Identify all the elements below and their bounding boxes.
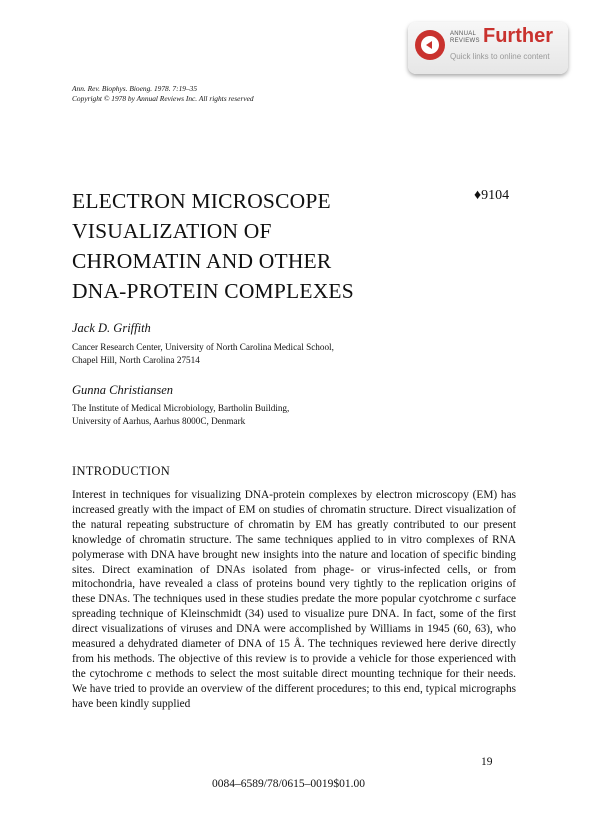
author-name: Jack D. Griffith [72,321,151,335]
banner-subtitle: Quick links to online content [450,52,550,61]
play-arrow-icon [415,30,445,60]
article-code: ♦9104 [474,188,510,203]
annual-reviews-label [450,31,480,45]
title-line: ELECTRON MICROSCOPE [72,189,331,213]
article-title [72,186,472,306]
citation-line-2: Copyright © 1978 by Annual Reviews Inc. All rights reserved [72,94,254,103]
article-doi: 0084–6589/78/0615–0019$01.00 [212,778,366,790]
affiliation-line: University of Aarhus, Aarhus 8000C, Denmark [72,415,246,426]
citation-line-1: Ann. Rev. Biophys. Bioeng. 1978. 7:19–35 [72,84,198,93]
title-line: VISUALIZATION OF [72,219,272,243]
affiliation-line: Cancer Research Center, University of North Carolina Medical School, [72,342,334,352]
page-number: 19 [481,756,493,768]
annual-reviews-further-banner[interactable] [408,22,568,74]
title-line: DNA-PROTEIN COMPLEXES [72,279,354,303]
section-body: Interest in techniques for visualizing DNA-protein complexes by electron microscopy (EM) has increased greatly with the impact of EM on studies of chromatin structure. Direct visualization of the natural repeating substructure of chromatin by EM has greatly contributed to our present knowledge of chromatin structure. The same techniques applied to in vitro complexes of RNA polymerase with DNA have brought new insights into the nature and location of specific binding sites. Direct examination of DNAs isolated from phage- or virus-infected cells, or from mitochondria, have revealed a class of proteins bound very tightly to the replication origins of these DNAs. The techniques used in these studies predate the more popular cyotchrome c surface spreading technique of Kleinschmidt (34) used to visualize pure DNA. In fact, some of the first direct visualizations of viruses and DNA were accomplished by Williams in 1945 (60, 63), who measured a dehydrated diameter of DNA of 15 Å. The techniques reviewed here derive directly from his methods. The objective of this review is to provide a vehicle for those experienced with the cytochrome c methods to select the most suitable direct mounting technique for their needs. We have tried to provide an overview of the different procedures; to this end, typical micrographs have been kindly supplied [72,489,516,710]
banner-brand: Further [483,25,553,47]
journal-citation [72,84,254,104]
title-line: CHROMATIN AND OTHER [72,249,332,273]
author-name: Gunna Christiansen [72,383,174,397]
author-affiliation [72,341,334,366]
play-arrow-glyph [425,40,435,50]
author-affiliation [72,402,289,427]
affiliation-line: The Institute of Medical Microbiology, Bartholin Building, [72,403,290,413]
section-heading: INTRODUCTION [72,464,171,478]
banner-small-line1: ANNUAL [450,31,477,37]
banner-small-line2: REVIEWS [450,38,480,44]
affiliation-line: Chapel Hill, North Carolina 27514 [72,354,200,365]
